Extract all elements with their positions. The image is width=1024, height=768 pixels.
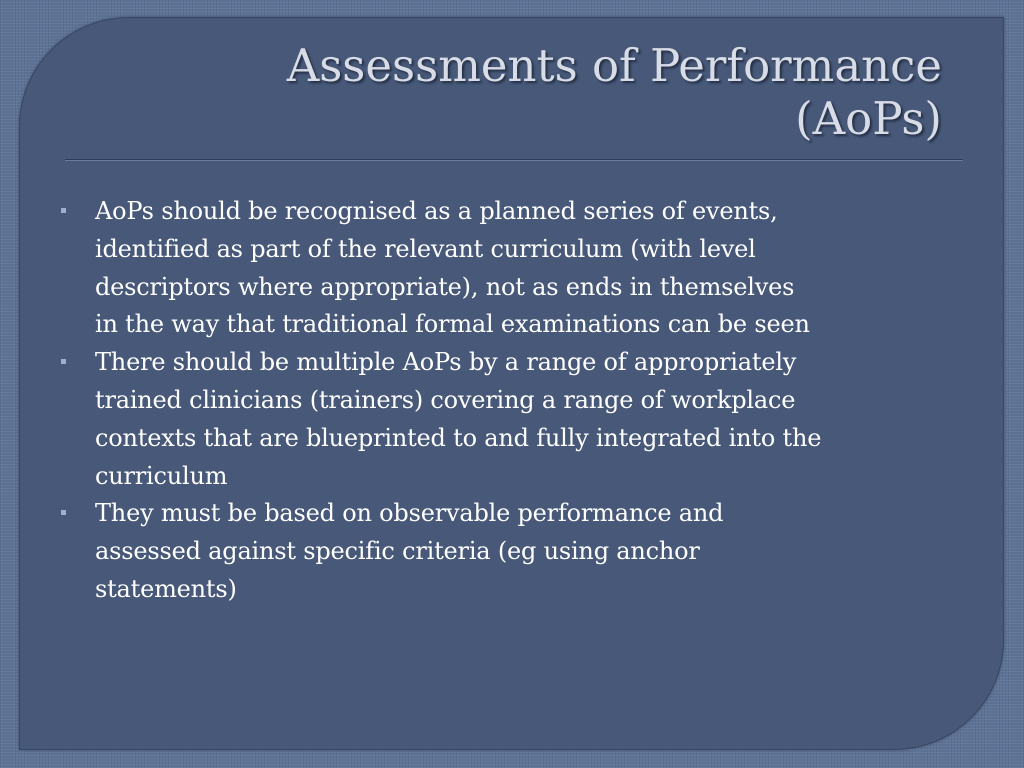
- slide-panel: [19, 17, 1004, 750]
- bullet-line: curriculum: [95, 461, 228, 490]
- bullet-text: [95, 344, 975, 495]
- bullet-list: [95, 193, 975, 609]
- bullet-text: [95, 193, 975, 344]
- bullet-line: in the way that traditional formal examinations can be seen: [95, 310, 810, 339]
- bullet-line: statements): [95, 574, 237, 603]
- bullet-line: They must be based on observable performance and: [95, 499, 724, 528]
- bullet-line: There should be multiple AoPs by a range of appropriately: [95, 348, 797, 377]
- bullet-line: contexts that are blueprinted to and fully integrated into the: [95, 423, 822, 452]
- bullet-line: identified as part of the relevant curriculum (with level: [95, 234, 756, 263]
- bullet-line: assessed against specific criteria (eg using anchor: [95, 537, 700, 566]
- bullet-line: AoPs should be recognised as a planned series of events,: [95, 197, 778, 225]
- slide-title-line-2: (AoPs): [795, 92, 942, 145]
- square-bullet-icon: [61, 208, 66, 213]
- bullet-item-2: [95, 344, 975, 495]
- bullet-item-3: [95, 495, 975, 608]
- bullet-item-1: [95, 193, 975, 344]
- bullet-text: [95, 495, 975, 608]
- square-bullet-icon: [61, 510, 66, 515]
- slide-title: [142, 39, 942, 145]
- slide-title-line-1: Assessments of Performance: [286, 39, 942, 92]
- square-bullet-icon: [61, 359, 66, 364]
- bullet-line: descriptors where appropriate), not as ends in themselves: [95, 272, 795, 301]
- bullet-line: trained clinicians (trainers) covering a range of workplace: [95, 385, 796, 414]
- title-divider: [65, 159, 963, 161]
